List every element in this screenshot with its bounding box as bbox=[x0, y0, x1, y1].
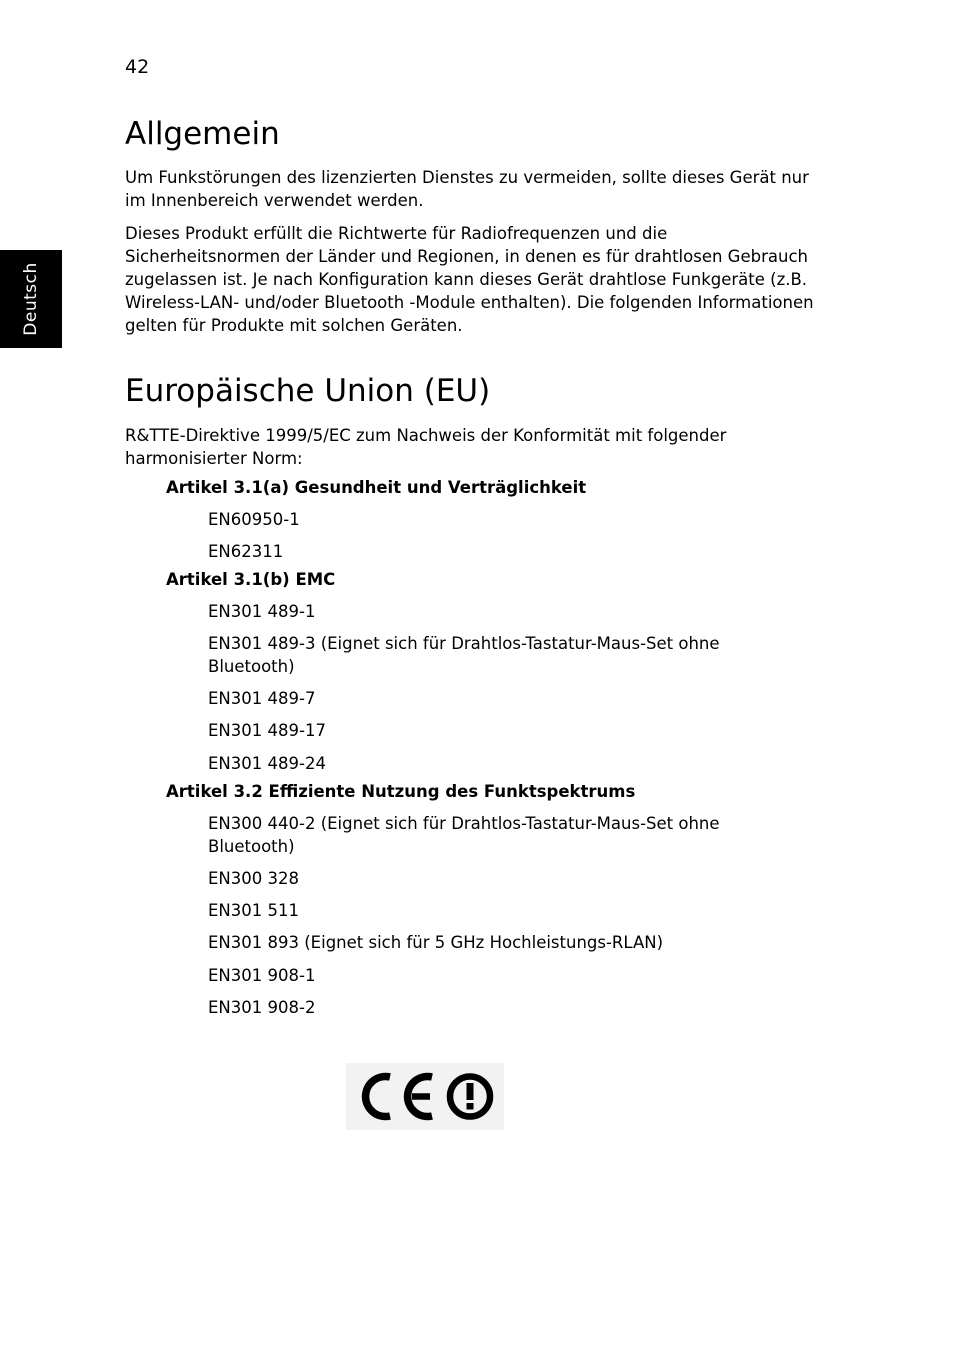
general-paragraph-2: Dieses Produkt erfüllt die Richtwerte für Radiofrequenzen und die Sicherheitsnormen der Länder und Regionen, in denen es für drahtlosen Gebrauch zugelassen ist. Je nach Konfiguration kann dieses Gerät drahtlose Funkgeräte (z.B. Wireless-LAN- und/oder Bluetooth -Module enthalten). Die folgenden Informationen gelten für Produkte mit solchen Geräten. bbox=[125, 224, 814, 335]
ce-mark-logo bbox=[346, 1063, 504, 1130]
norm-item: EN60950-1 bbox=[208, 510, 300, 529]
norm-item: EN301 908-2 bbox=[208, 998, 316, 1017]
norm-item: EN300 440-2 (Eignet sich für Drahtlos-Tastatur-Maus-Set ohne Bluetooth) bbox=[208, 814, 720, 856]
section-title-general: Allgemein bbox=[125, 116, 280, 152]
language-tab-label: Deutsch bbox=[21, 262, 41, 336]
norm-item: EN301 489-3 (Eignet sich für Drahtlos-Tastatur-Maus-Set ohne Bluetooth) bbox=[208, 634, 720, 676]
eu-intro-paragraph: R&TTE-Direktive 1999/5/EC zum Nachweis der Konformität mit folgender harmonisierter Norm: bbox=[125, 426, 727, 468]
norm-item: EN301 908-1 bbox=[208, 966, 316, 985]
norm-item: EN62311 bbox=[208, 542, 284, 561]
language-tab bbox=[0, 250, 62, 348]
norm-item: EN301 489-7 bbox=[208, 689, 316, 708]
general-paragraph-1: Um Funkstörungen des lizenzierten Dienstes zu vermeiden, sollte dieses Gerät nur im Innenbereich verwendet werden. bbox=[125, 168, 809, 210]
norm-item: EN301 489-17 bbox=[208, 721, 326, 740]
article-heading: Artikel 3.1(b) EMC bbox=[166, 570, 336, 589]
article-heading: Artikel 3.1(a) Gesundheit und Verträglichkeit bbox=[166, 478, 587, 497]
article-heading: Artikel 3.2 Effiziente Nutzung des Funktspektrums bbox=[166, 782, 636, 801]
ce-alert-mark-icon bbox=[346, 1063, 504, 1130]
norm-item: EN301 489-1 bbox=[208, 602, 316, 621]
norm-item: EN301 511 bbox=[208, 901, 299, 920]
section-title-eu: Europäische Union (EU) bbox=[125, 373, 491, 409]
norm-item: EN301 893 (Eignet sich für 5 GHz Hochleistungs-RLAN) bbox=[208, 933, 664, 952]
page-number: 42 bbox=[125, 56, 150, 78]
norm-item: EN301 489-24 bbox=[208, 754, 326, 773]
norm-item: EN300 328 bbox=[208, 869, 299, 888]
